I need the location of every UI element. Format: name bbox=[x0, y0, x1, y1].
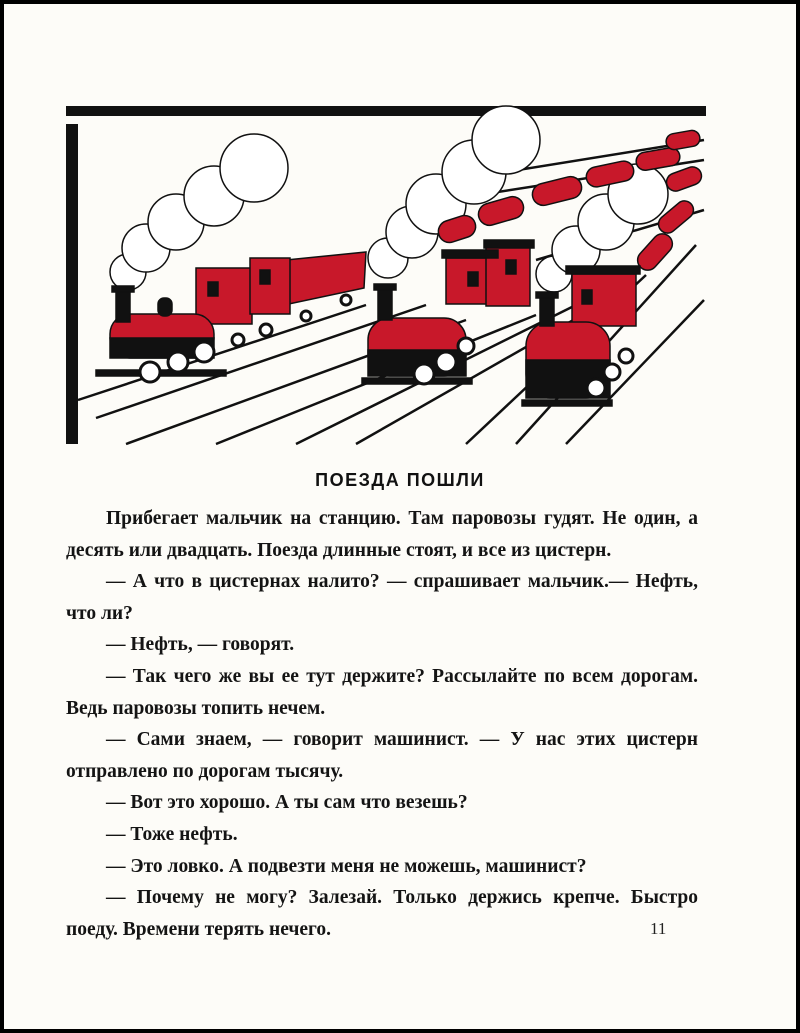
paragraph: — Сами знаем, — говорит машинист. — У нас этих цистерн отправлено по дорогам тысячу. bbox=[66, 729, 698, 782]
paragraph: Прибегает мальчик на станцию. Там паровозы гудят. Не один, а десять или двадцать. Поезда длинные стоят, и все из цистерн. bbox=[66, 508, 698, 561]
paragraph: — А что в цистернах налито? — спрашивает мальчик.— Нефть, что ли? bbox=[66, 571, 698, 624]
story-text bbox=[66, 503, 698, 945]
trains-illustration bbox=[66, 100, 706, 448]
page-number: 11 bbox=[650, 919, 667, 938]
chapter-title: ПОЕЗДА ПОШЛИ bbox=[315, 470, 485, 490]
paragraph: — Нефть, — говорят. bbox=[106, 634, 295, 656]
paragraph: — Вот это хорошо. А ты сам что везешь? bbox=[106, 792, 468, 814]
paragraph: — Тоже нефть. bbox=[106, 823, 238, 845]
paragraph: — Так чего же вы ее тут держите? Рассылайте по всем дорогам. Ведь паровозы топить нечем. bbox=[66, 665, 698, 719]
paragraph: — Почему не могу? Залезай. Только держись крепче. Быстро поеду. Времени терять нечего. bbox=[66, 887, 698, 940]
paragraph: — Это ловко. А подвезти меня не можешь, машинист? bbox=[106, 855, 587, 877]
book-page bbox=[4, 4, 796, 1029]
